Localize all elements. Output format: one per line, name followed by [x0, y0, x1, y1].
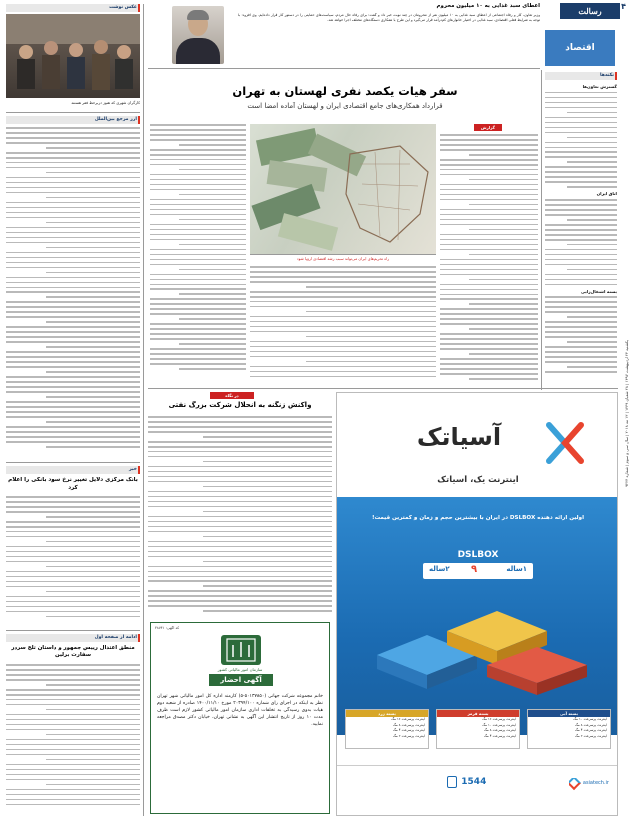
- section-label-text: اقتصاد: [565, 43, 595, 53]
- brief3-body: [6, 664, 140, 814]
- package-red-item: اینترنت پرسرعت ۱۶ مگ: [482, 717, 516, 721]
- headline-body-center: [250, 266, 436, 386]
- oil-story-tag-text: در نگاه: [225, 393, 239, 398]
- ad-slogan: اینترنت یک، آسیاتک: [437, 475, 519, 485]
- brief2-tag: خبر: [6, 466, 140, 474]
- brief1-body: [6, 127, 140, 457]
- asiatech-brand: آسیاتک: [416, 423, 502, 451]
- workers-photo-svg: [6, 14, 140, 98]
- notice-title: [209, 674, 273, 686]
- ad-period-a: ۱ساله: [506, 565, 527, 573]
- ad-footer: [337, 765, 618, 816]
- top-story-body: وزیر تعاون، کار و رفاه اجتماعی از اعطای سبد غذایی به ۱۰ میلیون نفر از محرومان در چند نوبت خبر داد و گفت: برای رفاه حال مردم، سیاست‌های حمایتی را در دستور کار قرار داده‌ایم. وی افزود: با توجه به شرایط فعلی اقتصادی، سبد غذایی در اختیار خانوارهای کم‌درآمد قرار می‌گیرد و این طرح با همکاری دستگاه‌های مختلف اجرا خواهد شد.: [238, 13, 540, 22]
- brief1-tag: ارز مرجع بین‌الملل: [6, 116, 140, 124]
- ad-offer: اولین ارائه دهنده DSLBOX در ایران با بیشترین حجم و زمان و کمترین قیمت!: [371, 515, 585, 521]
- package-blue-item: اینترنت پرسرعت ۴ مگ: [575, 728, 607, 732]
- package-yellow-item: اینترنت پرسرعت ۴ مگ: [393, 728, 425, 732]
- brief2-body: [6, 496, 140, 624]
- photo-caption: راه‌ تحریم‌های ایران می‌تواند سبب رشد اقتصادی اروپا شود: [296, 256, 390, 261]
- right-item2-title: اتاق ایران: [596, 191, 617, 197]
- minister-portrait: [172, 6, 224, 64]
- rule-mid: [148, 388, 618, 389]
- ad-period-box: [423, 563, 533, 579]
- rule-left-2: [6, 462, 140, 463]
- ad-period-b: ۹: [471, 564, 478, 575]
- main-headline: سفر هیات یکصد نفری لهستان به تهران: [232, 84, 458, 98]
- top-story-kicker: اعطای سبد غذایی به ۱۰ میلیون محروم: [436, 3, 540, 9]
- rule-left-1: [6, 112, 140, 113]
- asiatech-small-x-icon: [569, 778, 581, 790]
- asiatech-x-icon: [545, 421, 585, 465]
- rule-left-3: [6, 630, 140, 631]
- notice-org: سازمان امور مالیاتی کشور: [217, 667, 263, 672]
- portrait-suit: [176, 38, 220, 64]
- package-red-title: بسته قرمز: [437, 710, 519, 717]
- ad-period-c: ۲ساله: [429, 565, 450, 573]
- notice-emblem: [221, 635, 261, 665]
- right-item1-title: گسترش تعاون‌ها: [582, 84, 617, 89]
- notice-emblem-svg: [221, 635, 261, 665]
- photo-caption-bar: [250, 254, 436, 261]
- package-red-item: اینترنت پرسرعت ۱۰ مگ: [482, 722, 516, 727]
- headline-body-left: [150, 124, 246, 386]
- page-number: ۴: [621, 2, 626, 11]
- package-yellow-item: اینترنت پرسرعت ۱۶ مگ: [391, 717, 425, 721]
- source-tag-text: گزارش: [480, 125, 495, 130]
- main-subheadline: قرارداد همکاری‌های جامع اقتصادی ایران و لهستان آماده امضا است: [247, 102, 443, 110]
- map-photo-svg: [250, 124, 436, 254]
- package-blue-item: اینترنت پرسرعت ۸ مگ: [575, 722, 607, 727]
- headline-body-right: [440, 134, 538, 386]
- photo-section-tag: عکس نوشت: [6, 4, 140, 12]
- package-red: [436, 709, 520, 749]
- dslbox-illustration: [337, 585, 618, 695]
- portrait-hair: [187, 10, 209, 20]
- workers-photo-caption: کارگران شهری که هنوز دربرخط فقر هستند: [71, 100, 140, 105]
- package-blue-item: اینترنت پرسرعت ۲ مگ: [575, 733, 607, 738]
- top-story: [238, 3, 540, 67]
- notice-ref: کد آگهی: ۴۸۷۴۱: [155, 626, 180, 630]
- rule-left-col: [143, 4, 144, 816]
- phone-icon: [447, 776, 457, 788]
- asiatech-logo: [371, 419, 585, 471]
- brief3-tag: ادامه از صفحه اول: [6, 634, 140, 642]
- masthead-logo: [560, 3, 620, 19]
- ad-product-name: DSLBOX: [457, 550, 499, 560]
- logo-text: رسالت: [578, 6, 602, 16]
- right-item3-text: [545, 296, 617, 372]
- package-blue-title: بسته آبی: [528, 710, 610, 717]
- date-line: یکشنبه ۲۳ اردیبهشت ۱۳۹۷ | ۲۸ شعبان ۱۴۳۹ | ۱۳ مه ۲۰۱۸ | سال سی و سوم | شماره ۹۲۲۴: [624, 340, 629, 487]
- notice-box: [150, 622, 330, 814]
- source-tag: [474, 124, 502, 131]
- right-item2-text: [545, 199, 617, 285]
- right-item1-text: [545, 92, 617, 188]
- right-item3-title: بسته اشتغال‌زایی: [580, 288, 617, 294]
- package-yellow-item: اینترنت پرسرعت ۲ مگ: [393, 733, 425, 738]
- rule-top: [148, 68, 540, 69]
- ad-blue-band: [337, 497, 618, 735]
- package-red-item: اینترنت پرسرعت ۴ مگ: [484, 733, 516, 738]
- ad-site-text: asiatech.ir: [582, 779, 609, 786]
- package-red-item: اینترنت پرسرعت ۸ مگ: [484, 728, 516, 732]
- ad-phone: [447, 776, 486, 792]
- brief2-headline: بانک مرکزی دلایل تغییر نرخ سود بانکی را اعلام کرد: [8, 477, 138, 491]
- brief3-headline: منطق اعتدال رییس جمهور و داستان تلخ سردر سفارت برلین: [11, 645, 135, 659]
- ad-site: [569, 778, 609, 792]
- asiatech-ad: [336, 392, 618, 816]
- notice-body: خانم مجموعه شرکت جهانی (۵۰۱۳۷۸۵۰-۵) کارمند اداره کل امور مالیاتی شهر تهران نظر به اینکه در اجرای رای شماره ۲۰۳۹۴/۱۰۰ مورخ ۱۴۰۰/۱۱/۱۰ صادره از شعبه دوم هیات بدوی رسیدگی به تخلفات اداری سازمان امور مالیاتی کشور لازم است ظرف مدت ۱۰ روز از تاریخ انتشار این آگهی به نشانی تهران، خیابان دکتر مصدق مراجعه نمایید.: [157, 694, 323, 727]
- oil-story-tag: [210, 392, 254, 399]
- right-column: [545, 84, 617, 384]
- package-blue-item: اینترنت پرسرعت ۱۰ مگ: [573, 717, 607, 721]
- package-blue: [527, 709, 611, 749]
- package-yellow: [345, 709, 429, 749]
- ad-phone-number: 1544: [461, 777, 487, 787]
- oil-story-title: واکنش زنگنه به انحلال شرکت بزرگ نفتی: [168, 401, 312, 409]
- section-label: [545, 30, 615, 66]
- rule-right-col: [541, 70, 542, 390]
- oil-story-body: [148, 416, 332, 616]
- notes-section-tag: نکته‌ها: [545, 72, 617, 80]
- notice-title-text: آگهی احضار: [220, 676, 262, 684]
- workers-photo: [6, 14, 140, 98]
- package-yellow-title: بسته زرد: [346, 710, 428, 717]
- package-yellow-item: اینترنت پرسرعت ۸ مگ: [393, 722, 425, 727]
- banknotes-map-photo: [250, 124, 436, 254]
